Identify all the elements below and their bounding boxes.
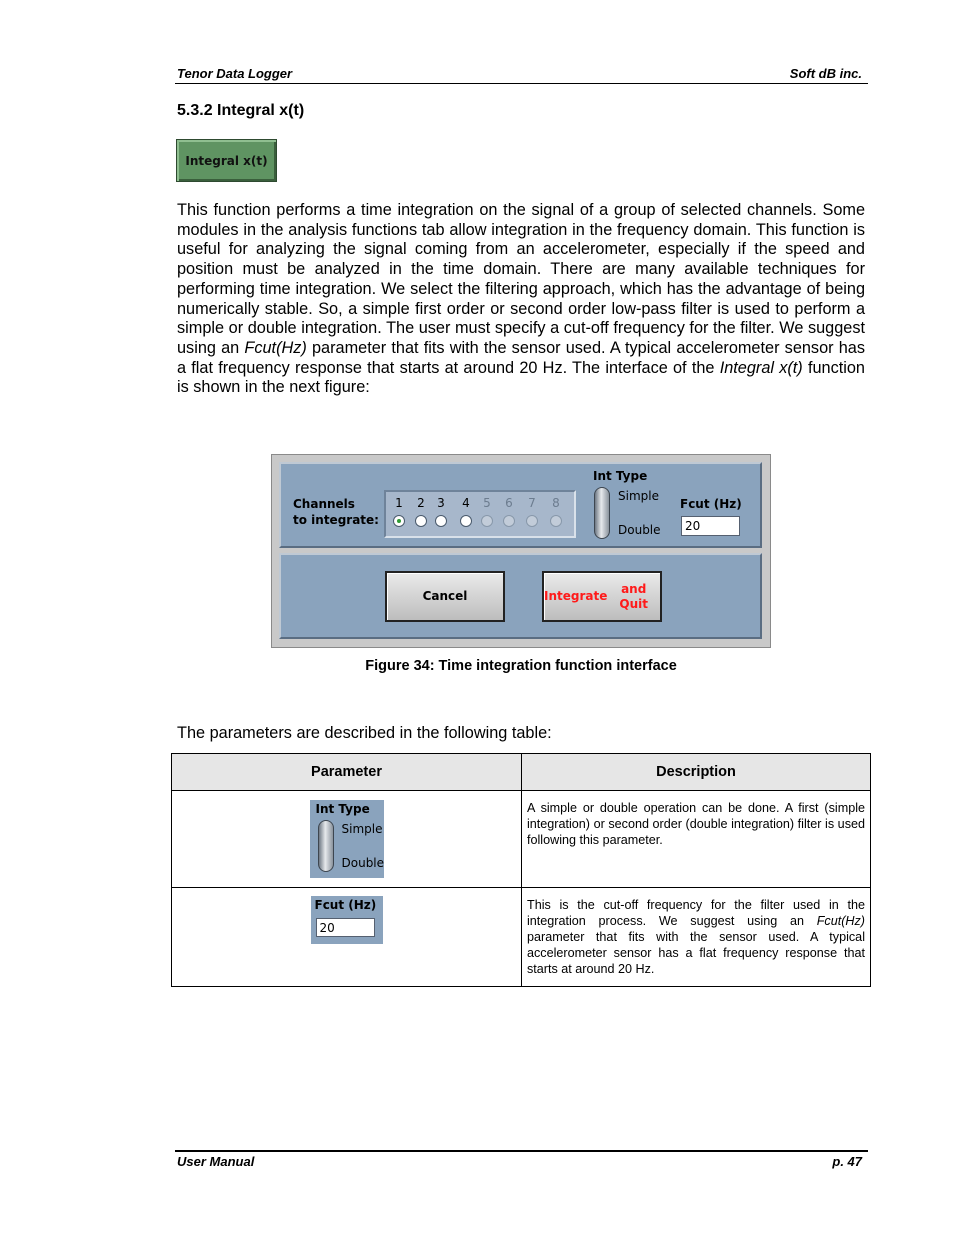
channel-radio-6 <box>503 515 515 527</box>
channels-label-line1: Channels <box>293 497 355 511</box>
description-cell-fcut <box>522 888 871 987</box>
int-type-label: Int Type <box>593 469 648 483</box>
integrate-button-label-line2: and Quit <box>619 581 648 611</box>
description-cell-int-type: A simple or double operation can be done. A first (simple integration) or second order (double integration) filter is used following this parameter. <box>522 791 871 888</box>
header-title: Tenor Data Logger <box>177 66 293 81</box>
int-type-toggle-switch[interactable] <box>594 487 610 539</box>
channel-number-1: 1 <box>395 496 403 510</box>
int-type-option-double: Double <box>618 523 661 537</box>
fcut-description-emphasis: Fcut(Hz) <box>816 914 865 928</box>
mini-fcut-field: 20 <box>316 918 375 937</box>
table-header-row <box>172 754 871 791</box>
paragraph-text-1: This function performs a time integration on the signal of a group of selected channels. Some modules in the analysis functions tab allow integration in the frequency domain. This function is useful for analyzing the signal coming from an accelerometer, especially if the speed and position must be analyzed in the time domain. There are many available techniques for performing time integration. We select the filtering approach, which has the advantage of being numerically stable. So, a simple first order or second order low-pass filter is used to perform a simple or double integration. The user must specify a cut-off frequency for the filter. We suggest using an <box>177 201 865 357</box>
channel-number-5: 5 <box>483 496 491 510</box>
channel-radio-7 <box>526 515 538 527</box>
section-title: 5.3.2 Integral x(t) <box>177 102 305 119</box>
paragraph-emphasis-fcut: Fcut(Hz) <box>244 338 307 357</box>
table-row <box>172 791 871 888</box>
mini-int-type-label: Int Type <box>315 802 370 816</box>
mini-option-double: Double <box>341 856 385 870</box>
channels-label-line2: to integrate: <box>293 513 379 527</box>
parameter-cell-fcut <box>172 888 522 987</box>
parameters-table <box>171 753 871 987</box>
header-rule <box>175 83 868 84</box>
channel-radio-8 <box>550 515 562 527</box>
integrate-button-label-line1: Integrate <box>544 589 608 603</box>
parameter-cell-int-type <box>172 791 522 888</box>
integrate-and-quit-button[interactable] <box>542 571 662 622</box>
channel-number-2: 2 <box>417 496 425 510</box>
column-header-parameter: Parameter <box>172 754 522 791</box>
fcut-description-text-2: parameter that fits with the sensor used. A typical accelerometer sensor has a flat frequency response that starts at around 20 Hz. <box>527 930 865 976</box>
cancel-button[interactable]: Cancel <box>385 571 505 622</box>
channel-radio-4[interactable] <box>460 515 472 527</box>
header-company: Soft dB inc. <box>789 66 862 81</box>
channel-number-6: 6 <box>505 496 513 510</box>
fcut-label: Fcut (Hz) <box>680 497 742 511</box>
figure-caption: Figure 34: Time integration function interface <box>365 658 677 674</box>
mini-int-type-toggle <box>318 820 334 872</box>
channel-number-3: 3 <box>437 496 445 510</box>
mini-fcut-label: Fcut (Hz) <box>314 898 377 912</box>
fcut-control-image <box>311 896 383 944</box>
int-type-control-image <box>310 800 384 878</box>
channel-radio-2[interactable] <box>415 515 427 527</box>
footer-page-number: p. 47 <box>832 1154 862 1169</box>
fcut-description-text-1: This is the cut-off frequency for the filter used in the integration process. We suggest using an <box>527 898 865 928</box>
channel-number-8: 8 <box>552 496 560 510</box>
table-intro: The parameters are described in the following table: <box>177 724 552 742</box>
mini-option-simple: Simple <box>341 822 383 836</box>
panel-buttons-area <box>279 553 762 639</box>
footer-manual-label: User Manual <box>177 1154 255 1169</box>
body-paragraph <box>177 201 865 398</box>
channel-radio-5 <box>481 515 493 527</box>
channel-radio-3[interactable] <box>435 515 447 527</box>
table-row <box>172 888 871 987</box>
column-header-description: Description <box>522 754 871 791</box>
paragraph-emphasis-integral: Integral x(t) <box>719 358 803 377</box>
fcut-input[interactable]: 20 <box>681 516 740 536</box>
footer-rule <box>175 1150 868 1152</box>
integral-function-button[interactable]: Integral x(t) <box>176 139 277 182</box>
int-type-option-simple: Simple <box>618 489 659 503</box>
channel-number-4: 4 <box>462 496 470 510</box>
paragraph-text-3: function is shown in the next figure: <box>177 358 865 397</box>
paragraph-text-2: parameter that fits with the sensor used. A typical accelerometer sensor has a flat frequency response that starts at around 20 Hz. The interface of the <box>177 338 865 377</box>
channel-radio-1[interactable] <box>393 515 405 527</box>
channel-number-7: 7 <box>528 496 536 510</box>
